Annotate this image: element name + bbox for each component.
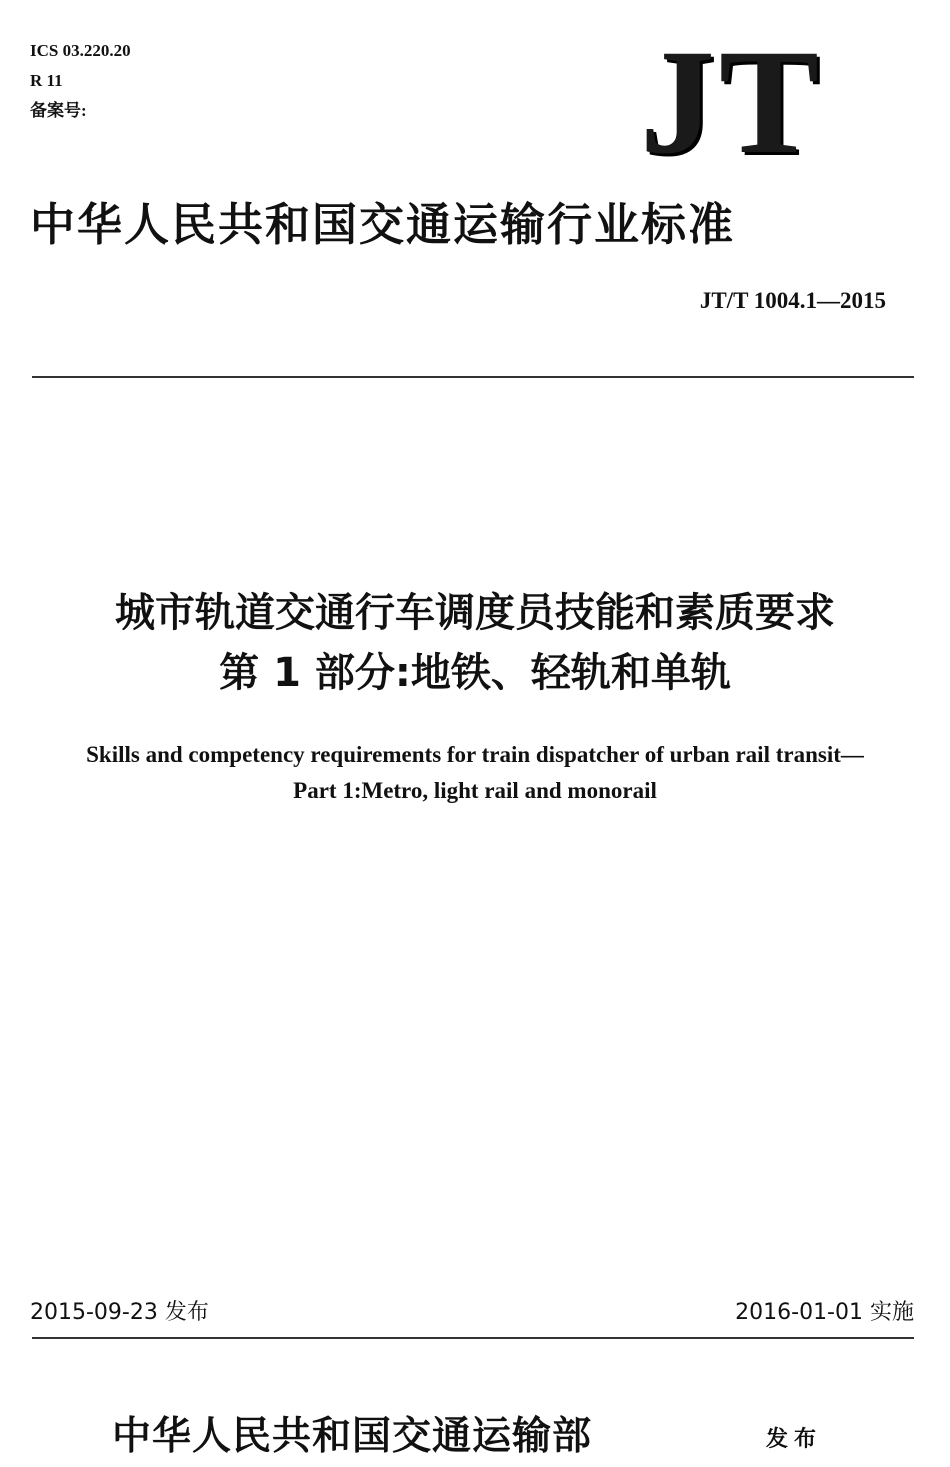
issuing-authority: 中华人民共和国交通运输部: [112, 1413, 593, 1459]
class-code: R 11: [30, 71, 63, 90]
chinese-title-line-1: 城市轨道交通行车调度员技能和素质要求: [115, 590, 835, 636]
filing-number-label: 备案号:: [30, 101, 87, 120]
header-divider: [32, 376, 914, 378]
authority-title: 中华人民共和国交通运输行业标准: [30, 198, 736, 251]
standard-number: JT/T 1004.1—2015: [699, 288, 886, 313]
jt-logo: [640, 19, 870, 185]
english-title-line-2: Part 1:Metro, light rail and monorail: [293, 778, 657, 803]
classification-block: [30, 36, 131, 126]
issuer-label: 发布: [766, 1426, 823, 1452]
issue-date: 2015-09-23 发布: [30, 1300, 209, 1325]
footer-divider: [32, 1337, 914, 1339]
english-title-line-1: Skills and competency requirements for train dispatcher of urban rail transit—: [86, 742, 864, 767]
effective-date: 2016-01-01 实施: [735, 1300, 914, 1325]
chinese-title-line-2: 第 1 部分:地铁、轻轨和单轨: [219, 650, 731, 696]
jt-logo-text: JT: [640, 19, 824, 185]
ics-code: ICS 03.220.20: [30, 41, 131, 60]
